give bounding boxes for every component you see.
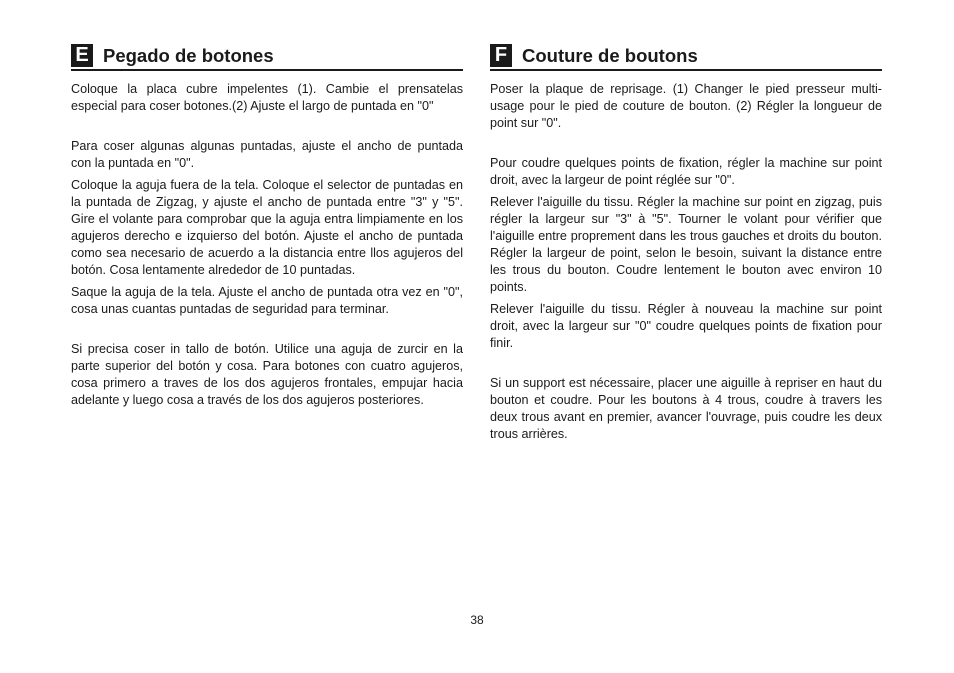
paragraph-es-3: Coloque la aguja fuera de la tela. Coloque el selector de puntadas en la puntada de Zigzag, y ajuste el ancho de puntada entre "3" y "5". Gire el volante para comprobar que la aguja entra limpiamente en los agujeros derecho e izquierso del botón. Ajuste el ancho de puntada como sea necesario de acuerdo a la distancia entre llos agujeros del botón. Cosa lentamente alrededor de 10 puntadas. <box>71 178 463 277</box>
spanish-section <box>71 42 463 414</box>
section-heading-french <box>490 42 882 71</box>
paragraph-es-5: Si precisa coser in tallo de botón. Utilice una aguja de zurcir en la parte superior del botón y cosa. Para botones con cuatro agujeros, cosa primero a traves de los dos agujeros frontales, empujar hacia adelante y luego cosa a través de los dos agujeros posteriores. <box>71 342 463 407</box>
section-title-spanish: Pegado de botones <box>103 44 274 66</box>
paragraph-fr-3: Relever l'aiguille du tissu. Régler la machine sur point en zigzag, puis régler la largeur sur "3" à "5". Tourner le volant pour vérifier que l'aiguille entre proprement dans les trous gauches et droits du bouton. Régler la largeur de point, selon le besoin, suivant la distance entre les trous du bouton. Coudre lentement le bouton avec environ 10 points. <box>490 195 882 294</box>
french-section <box>490 42 882 448</box>
paragraph-fr-1: Poser la plaque de reprisage. (1) Changer le pied presseur multi-usage pour le pied de couture de bouton. (2) Régler la longueur de point sur "0". <box>490 82 882 130</box>
page-number: 38 <box>470 613 484 627</box>
paragraph-fr-4: Relever l'aiguille du tissu. Régler à nouveau la machine sur point droit, avec la largeur sur "0" coudre quelques points de fixation pour finir. <box>490 302 882 350</box>
language-badge-f: F <box>490 44 512 67</box>
section-heading-spanish <box>71 42 463 71</box>
paragraph-es-1: Coloque la placa cubre impelentes (1). Cambie el prensatelas especial para coser botones.(2) Ajuste el largo de puntada en "0" <box>71 82 463 113</box>
paragraph-es-2: Para coser algunas algunas puntadas, ajuste el ancho de puntada con la puntada en "0". <box>71 139 463 170</box>
paragraph-fr-2: Pour coudre quelques points de fixation, régler la machine sur point droit, avec la largeur de point réglée sur "0". <box>490 156 882 187</box>
section-title-french: Couture de boutons <box>522 44 698 66</box>
paragraph-fr-5: Si un support est nécessaire, placer une aiguille à repriser en haut du bouton et coudre. Pour les boutons à 4 trous, coudre à travers les deux trous avant en premier, avancer l'ouvrage, puis coudre les deux trous arrières. <box>490 376 882 441</box>
language-badge-e: E <box>71 44 93 67</box>
paragraph-es-4: Saque la aguja de la tela. Ajuste el ancho de puntada otra vez en "0", cosa unas cuantas puntadas de seguridad para terminar. <box>71 285 463 316</box>
